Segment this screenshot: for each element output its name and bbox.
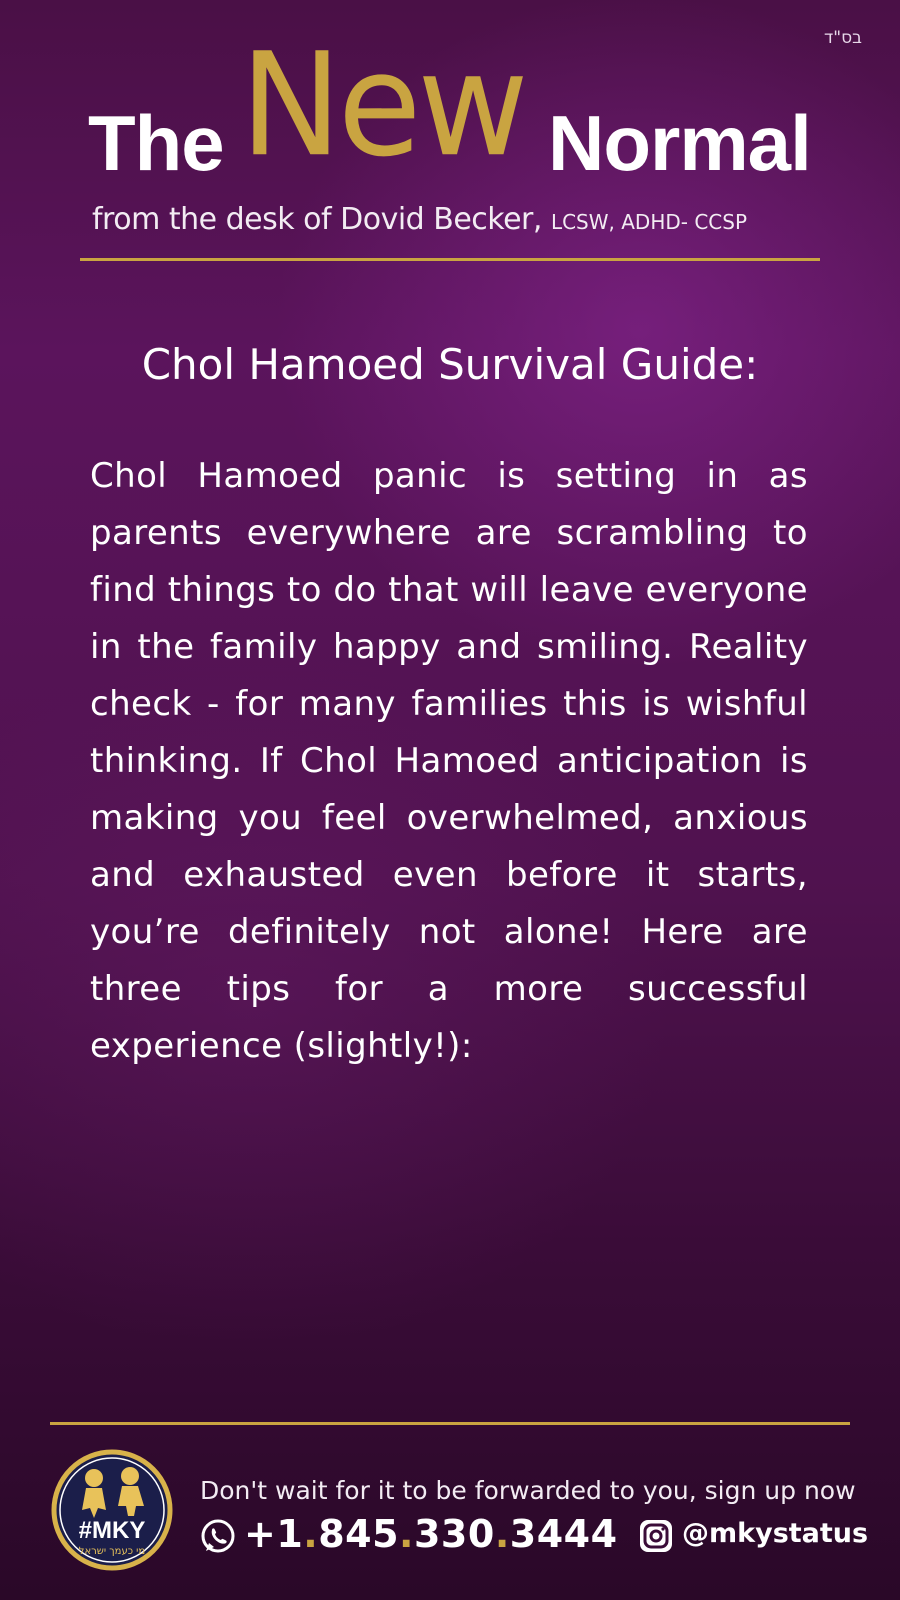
signup-cta: Don't wait for it to be forwarded to you, sign up now <box>200 1476 856 1505</box>
phone-dot: . <box>399 1512 414 1556</box>
title-the: The <box>88 99 224 187</box>
header-divider <box>80 258 820 261</box>
article-body: Chol Hamoed panic is setting in as parents everywhere are scrambling to find things to do that will leave everyone in the family happy and smiling. Reality check - for many families this is wishful thinking. If Chol Hamoed anticipation is making you feel overwhelmed, anxious and exhausted even before it starts, you’re definitely not alone! Here are three tips for a more successful experience (slightly!): <box>90 456 808 1066</box>
whatsapp-icon <box>200 1518 236 1554</box>
instagram-handle[interactable]: @mkystatus <box>682 1518 869 1549</box>
footer-divider <box>50 1422 850 1425</box>
title-new: New <box>240 23 525 189</box>
phone-dot: . <box>303 1512 319 1556</box>
byline-credentials: LCSW, ADHD- CCSP <box>550 210 748 234</box>
phone-part: 845 <box>318 1512 400 1556</box>
phone-part: 3444 <box>509 1512 618 1556</box>
phone-dot: . <box>494 1512 510 1556</box>
contact-row <box>200 1512 869 1562</box>
logo-subtext: מי כעמך ישראל <box>78 1546 146 1557</box>
byline <box>92 202 852 237</box>
instagram-icon <box>638 1518 674 1554</box>
mky-logo[interactable] <box>50 1448 174 1572</box>
masthead-title <box>0 23 900 198</box>
byline-author: from the desk of Dovid Becker, <box>92 202 551 237</box>
phone-part: +1 <box>244 1512 304 1556</box>
mky-logo-graphic <box>50 1448 174 1572</box>
article-heading: Chol Hamoed Survival Guide: <box>141 340 759 389</box>
bsd-mark: בס"ד <box>824 28 862 48</box>
phone-part: 330 <box>413 1512 495 1556</box>
phone-number[interactable] <box>244 1512 618 1556</box>
title-normal: Normal <box>548 99 811 187</box>
logo-text: #MKY <box>78 1517 146 1544</box>
